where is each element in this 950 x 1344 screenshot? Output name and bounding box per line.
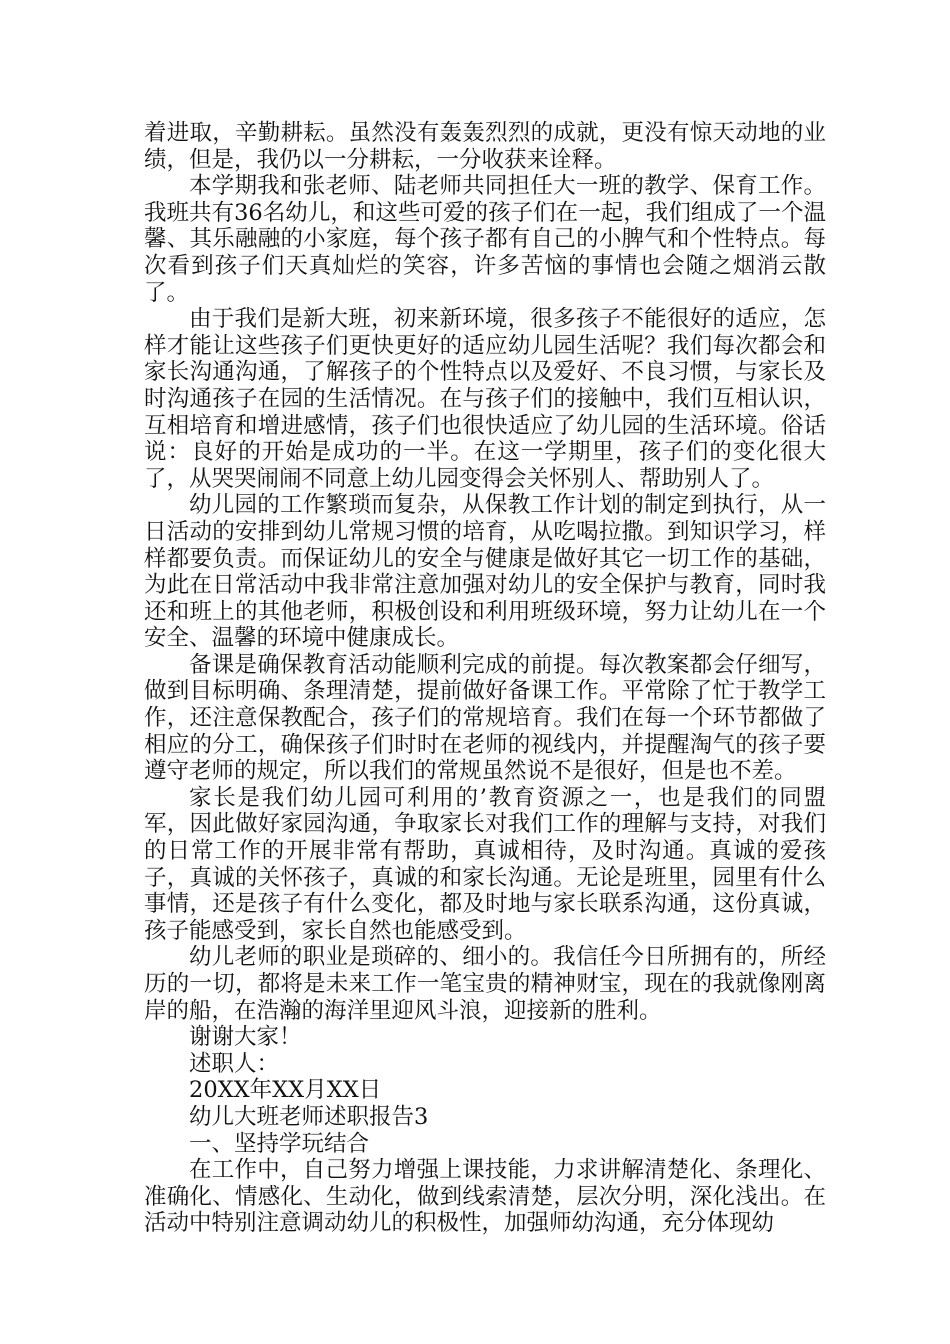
paragraph-class-intro: 本学期我和张老师、陆老师共同担任大一班的教学、保育工作。我班共有36名幼儿，和这些可爱的孩子们在一起，我们组成了一个温馨、其乐融融的小家庭，每个孩子都有自己的小脾气和个性特点。每次看到孩子们天真灿烂的笑容，许多苦恼的事情也会随之烟消云散了。	[144, 173, 826, 306]
paragraph-lesson-prep: 备课是确保教育活动能顺利完成的前提。每次教案都会仔细写，做到目标明确、条理清楚，提前做好备课工作。平常除了忙于教学工作，还注意保教配合，孩子们的常规培育。我们在每一个环节都做了相应的分工，确保孩子们时时在老师的视线内，并提醒淘气的孩子要遵守老师的规定，所以我们的常规虽然说不是很好，但是也不差。	[144, 651, 826, 785]
paragraph-parents: 家长是我们幼儿园可利用的’教育资源之一，也是我们的同盟军，因此做好家园沟通，争取家长对我们工作的理解与支持，对我们的日常工作的开展非常有帮助，真诚相待，及时沟通。真诚的爱孩子，真诚的关怀孩子，真诚的和家长沟通。无论是班里，园里有什么事情，还是孩子有什么变化，都及时地与家长联系沟通，这份真诚，孩子能感受到，家长自然也能感受到。	[144, 784, 826, 944]
signature-label: 述职人：	[189, 1050, 280, 1077]
thanks-line: 谢谢大家！	[189, 1024, 302, 1051]
paragraph-section-body: 在工作中，自己努力增强上课技能，力求讲解清楚化、条理化、准确化、情感化、生动化，做到线索清楚，层次分明，深化浅出。在活动中特别注意调动幼儿的积极性，加强师幼沟通，充分体现幼	[144, 1157, 826, 1237]
paragraph-continuation: 着进取，辛勤耕耘。虽然没有轰轰烈烈的成就，更没有惊天动地的业绩，但是，我仍以一分耕耘，一分收获来诠释。	[144, 120, 826, 173]
paragraph-new-environment: 由于我们是新大班，初来新环境，很多孩子不能很好的适应，怎样才能让这些孩子们更快更好的适应幼儿园生活呢？我们每次都会和家长沟通沟通，了解孩子的个性特点以及爱好、不良习惯，与家长及时沟通孩子在园的生活情况。在与孩子们的接触中，我们互相认识，互相培育和增进感情，孩子们也很快适应了幼儿园的生活环境。俗话说：良好的开始是成功的一半。在这一学期里，孩子们的变化很大了，从哭哭闹闹不同意上幼儿园变得会关怀别人、帮助别人了。	[144, 306, 826, 492]
section-heading: 一、坚持学玩结合	[189, 1130, 370, 1157]
document-page	[144, 120, 826, 1237]
report-date: 20XX年XX月XX日	[189, 1077, 382, 1104]
paragraph-closing: 幼儿老师的职业是琐碎的、细小的。我信任今日所拥有的，所经历的一切，都将是未来工作一笔宝贵的精神财宝，现在的我就像刚离岸的船，在浩瀚的海洋里迎风斗浪，迎接新的胜利。	[144, 944, 826, 1024]
report-title: 幼儿大班老师述职报告3	[189, 1103, 429, 1130]
paragraph-daily-work: 幼儿园的工作繁琐而复杂，从保教工作计划的制定到执行，从一日活动的安排到幼儿常规习惯的培育，从吃喝拉撒。到知识学习，样样都要负责。而保证幼儿的安全与健康是做好其它一切工作的基础，为此在日常活动中我非常注意加强对幼儿的安全保护与教育，同时我还和班上的其他老师，积极创设和利用班级环境，努力让幼儿在一个安全、温馨的环境中健康成长。	[144, 492, 826, 652]
